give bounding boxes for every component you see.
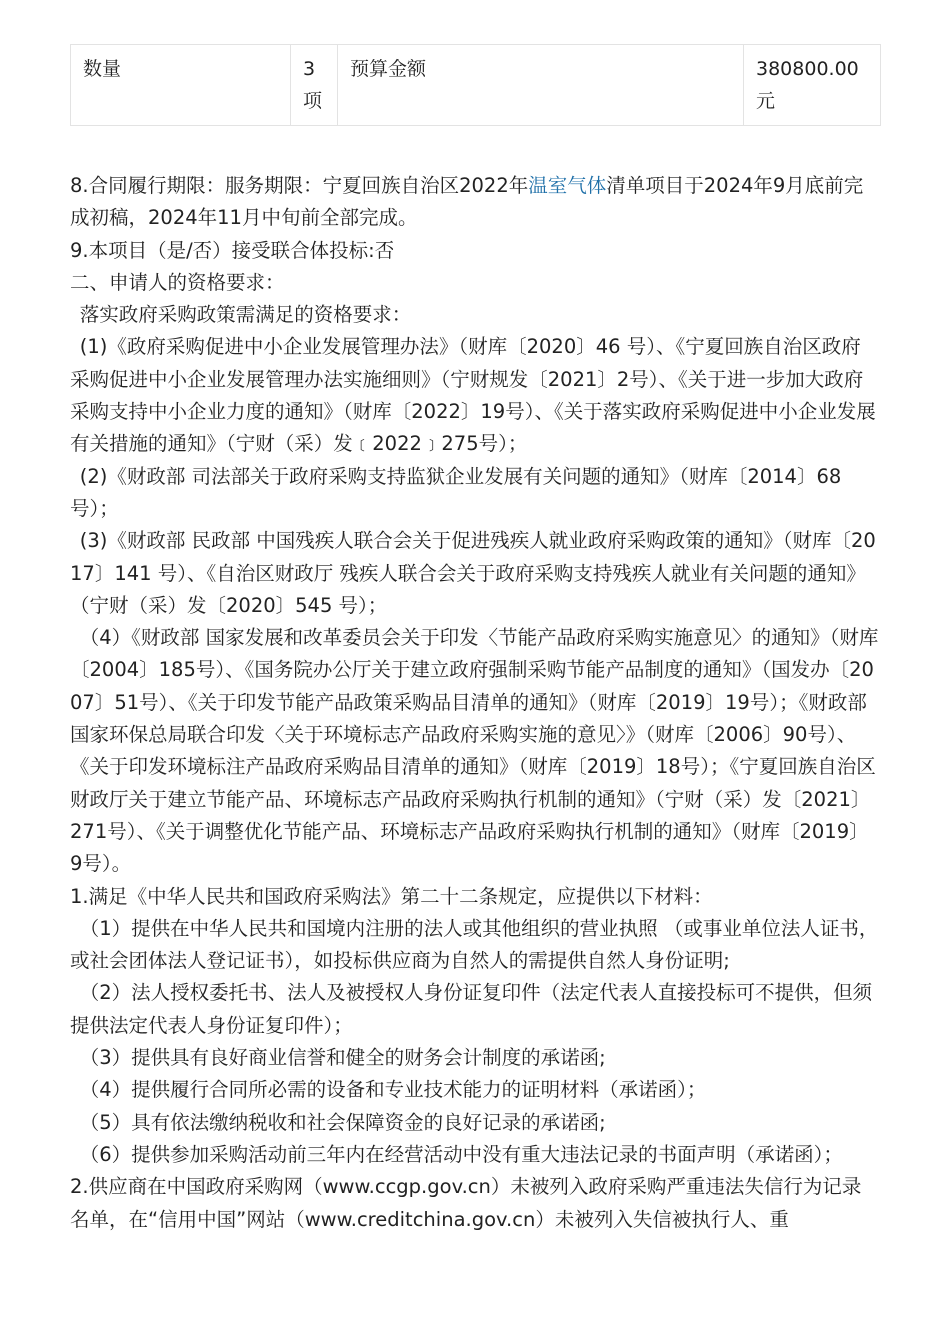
budget-label-cell: 预算金额 [338, 45, 744, 126]
document-body [70, 170, 880, 1236]
policy-item-1: (1)《政府采购促进中小企业发展管理办法》（财库〔2020〕46 号）、《宁夏回族自治区政府采购促进中小企业发展管理办法实施细则》（宁财规发〔2021〕2号）、《关于进一步加大政府采购支持中小企业力度的通知》（财库〔2022〕19号）、《关于落实政府采购促进中小企业发展有关措施的通知》（宁财（采）发﹝2022﹞275号）； [70, 335, 876, 456]
consortium-paragraph: 9.本项目（是/否）接受联合体投标:否 [70, 238, 395, 262]
material-item-2: （2）法人授权委托书、法人及被授权人身份证复印件（法定代表人直接投标可不提供，但须提供法定代表人身份证复印件）； [70, 981, 873, 1037]
section-heading: 二、申请人的资格要求： [70, 270, 285, 294]
requirement-2-paragraph: 2.供应商在中国政府采购网（www.ccgp.gov.cn）未被列入政府采购严重违法失信行为记录名单，在“信用中国”网站（www.creditchina.gov.cn）未被列入失信被执行人、重 [70, 1175, 862, 1231]
material-item-1: （1）提供在中华人民共和国境内注册的法人或其他组织的营业执照 （或事业单位法人证书，或社会团体法人登记证书），如投标供应商为自然人的需提供自然人身份证明; [70, 916, 879, 973]
policy-item-4: （4）《财政部 国家发展和改革委员会关于印发〈节能产品政府采购实施意见〉的通知》（财库〔2004〕185号）、《国务院办公厅关于建立政府强制采购节能产品制度的通知》（国发办〔2007〕51号）、《关于印发节能产品政策采购品目清单的通知》（财库〔2019〕19号）；《财政部 国家环保总局联合印发〈关于环境标志产品政府采购实施的意见〉》（财库〔2006〕90号）、《关于印发环境标注产品政府采购品目清单的通知》（财库〔2019〕18号）；《宁夏回族自治区财政厅关于建立节能产品、环境标志产品政府采购执行机制的通知》（宁财（采）发〔2021〕271号）、《关于调整优化节能产品、环境标志产品政府采购执行机制的通知》（财库〔2019〕9号）。 [70, 626, 879, 876]
quantity-value-cell: 3项 [291, 45, 338, 126]
requirement-1-heading: 1.满足《中华人民共和国政府采购法》第二十二条规定，应提供以下材料： [70, 884, 713, 908]
contract-period-suffix: 清单项目于2024年9月底前完成初稿，2024年11月中旬前全部完成。 [70, 174, 864, 230]
table-row [71, 45, 881, 126]
policy-item-3: (3)《财政部 民政部 中国残疾人联合会关于促进残疾人就业政府采购政策的通知》（财库〔2017〕141 号）、《自治区财政厅 残疾人联合会关于政府采购支持残疾人就业有关问题的通知》（宁财（采）发〔2020〕545 号）； [70, 529, 876, 617]
summary-table [70, 44, 881, 126]
policy-requirements-heading: 落实政府采购政策需满足的资格要求： [79, 303, 412, 327]
contract-period-prefix: 8.合同履行期限：服务期限：宁夏回族自治区2022年 [70, 174, 529, 197]
contract-period-paragraph [70, 170, 880, 235]
material-item-6: （6）提供参加采购活动前三年内在经营活动中没有重大违法记录的书面声明（承诺函）； [79, 1142, 843, 1166]
material-item-4: （4）提供履行合同所必需的设备和专业技术能力的证明材料（承诺函）； [79, 1078, 707, 1102]
material-item-3: （3）提供具有良好商业信誉和健全的财务会计制度的承诺函; [79, 1046, 606, 1070]
budget-value-cell: 380800.00元 [744, 45, 881, 126]
material-item-5: （5）具有依法缴纳税收和社会保障资金的良好记录的承诺函; [79, 1110, 606, 1134]
greenhouse-gas-link[interactable]: 温室气体 [528, 174, 607, 197]
quantity-label-cell: 数量 [71, 45, 291, 126]
document-page [70, 44, 880, 1236]
policy-item-2: (2)《财政部 司法部关于政府采购支持监狱企业发展有关问题的通知》（财库〔2014〕68 号）； [70, 464, 842, 520]
